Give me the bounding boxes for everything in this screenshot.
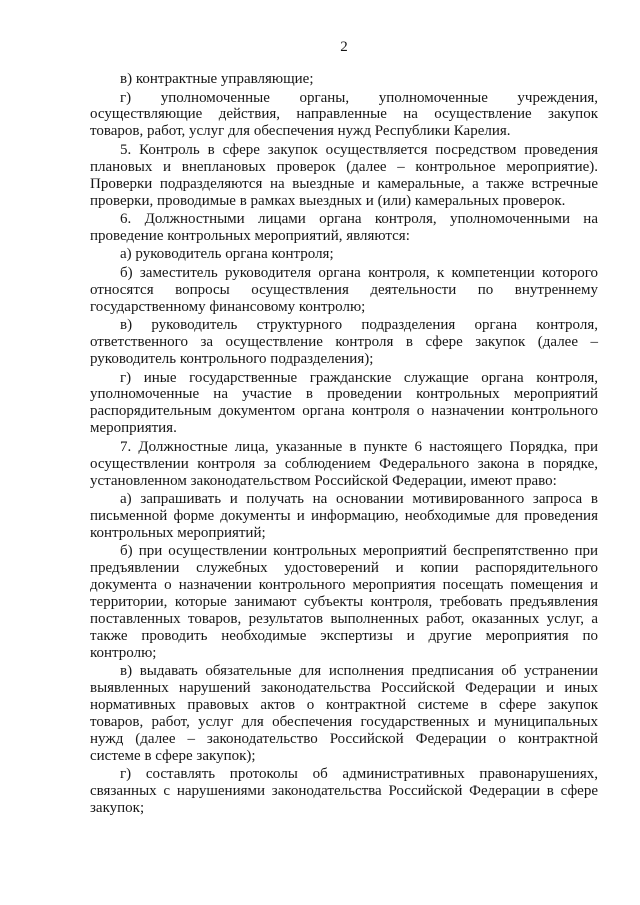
text-line: 7. Должностные лица, указанные в пункте 6 настоящего Порядка, при — [120, 438, 598, 455]
text-line: документа о назначении контрольного мероприятия посещать помещения и — [90, 577, 598, 594]
text-line: относятся вопросы осуществления деятельности по внутреннему — [90, 281, 598, 298]
text-line: осуществляющие действия, направленные на осуществление закупок — [90, 106, 598, 123]
text-line: осуществлении контроля за соблюдением Федерального закона в порядке, — [90, 455, 598, 472]
text-line: г) иные государственные гражданские служащие органа контроля, — [120, 369, 598, 386]
text-line: а) запрашивать и получать на основании мотивированного запроса в — [120, 491, 598, 508]
text-line: в) руководитель структурного подразделения органа контроля, — [120, 317, 598, 334]
clause-6-subitem-a — [90, 246, 598, 263]
text-line: 6. Должностными лицами органа контроля, уполномоченными на — [120, 211, 598, 228]
text-line: предъявлении служебных удостоверений и копии распорядительного — [90, 560, 598, 577]
clause-7-subitem-v — [90, 663, 598, 764]
document-body — [90, 71, 598, 817]
text-line: проверки, проводимые в рамках выездных и (или) камеральных проверок. — [90, 192, 566, 209]
text-line: контрольных мероприятий; — [90, 524, 266, 541]
text-line: руководитель контрольного подразделения); — [90, 351, 374, 368]
page-number: 2 — [340, 39, 348, 55]
text-line: Проверки подразделяются на выездные и камеральные, а также встречные — [90, 175, 598, 192]
subitem-g-authorized-bodies — [90, 90, 598, 141]
text-line: проведение контрольных мероприятий, являются: — [90, 227, 410, 244]
text-line: 5. Контроль в сфере закупок осуществляется посредством проведения — [120, 141, 598, 158]
text-line: товаров, работ, услуг для обеспечения государственных и муниципальных — [90, 714, 598, 731]
text-line: в) выдавать обязательные для исполнения предписания об устранении — [120, 663, 598, 680]
text-line: поставленных товаров, результатов выполненных работ, оказанных услуг, а — [90, 611, 598, 628]
text-line: государственному финансовому контролю; — [90, 298, 366, 315]
text-line: связанных с нарушениями законодательства Российской Федерации в сфере — [90, 783, 598, 800]
text-line: выявленных нарушений законодательства Российской Федерации и иных — [90, 680, 598, 697]
clause-7-subitem-a — [90, 491, 598, 542]
text-line: территории, которые занимают субъекты контроля, требовать предъявления — [90, 594, 598, 611]
text-line: ответственного за осуществление контроля в сфере закупок (далее – — [90, 334, 598, 351]
text-line: товаров, работ, услуг для обеспечения нужд Республики Карелия. — [90, 123, 511, 140]
text-line: плановых и внеплановых проверок (далее – контрольное мероприятие). — [90, 158, 598, 175]
clause-5-procurement-control — [90, 142, 598, 210]
text-line: в) контрактные управляющие; — [120, 71, 314, 87]
text-line: уполномоченные на участие в проведении контрольных мероприятий — [90, 386, 598, 403]
text-line: б) при осуществлении контрольных мероприятий беспрепятственно при — [120, 543, 598, 560]
text-line: г) уполномоченные органы, уполномоченные учреждения, — [120, 89, 598, 106]
text-line: закупок; — [90, 800, 145, 817]
text-line: системе в сфере закупок); — [90, 747, 256, 764]
text-line: б) заместитель руководителя органа контроля, к компетенции которого — [120, 264, 598, 281]
text-line: а) руководитель органа контроля; — [120, 246, 334, 263]
clause-7-officials-rights — [90, 439, 598, 490]
text-line: установленном законодательством Российской Федерации, имеют право: — [90, 472, 557, 489]
subitem-v-contract-managers — [90, 71, 598, 88]
text-line: мероприятия. — [90, 420, 177, 437]
clause-7-subitem-g — [90, 766, 598, 817]
clause-6-subitem-b — [90, 265, 598, 316]
text-line: г) составлять протоколы об административных правонарушениях, — [120, 766, 598, 783]
clause-6-subitem-v — [90, 317, 598, 368]
text-line: также проводить необходимые экспертизы и другие мероприятия по — [90, 627, 598, 644]
clause-6-subitem-g — [90, 370, 598, 438]
text-line: распорядительным документом органа контроля о назначении контрольного — [90, 403, 598, 420]
text-line: нужд (далее – законодательство Российской Федерации о контрактной — [90, 730, 598, 747]
text-line: письменной форме документы и информацию, необходимые для проведения — [90, 508, 598, 524]
text-line: контролю; — [90, 644, 157, 661]
text-line: нормативных правовых актов о контрактной системе в сфере закупок — [90, 697, 598, 714]
clause-7-subitem-b — [90, 543, 598, 661]
clause-6-control-officials — [90, 211, 598, 245]
